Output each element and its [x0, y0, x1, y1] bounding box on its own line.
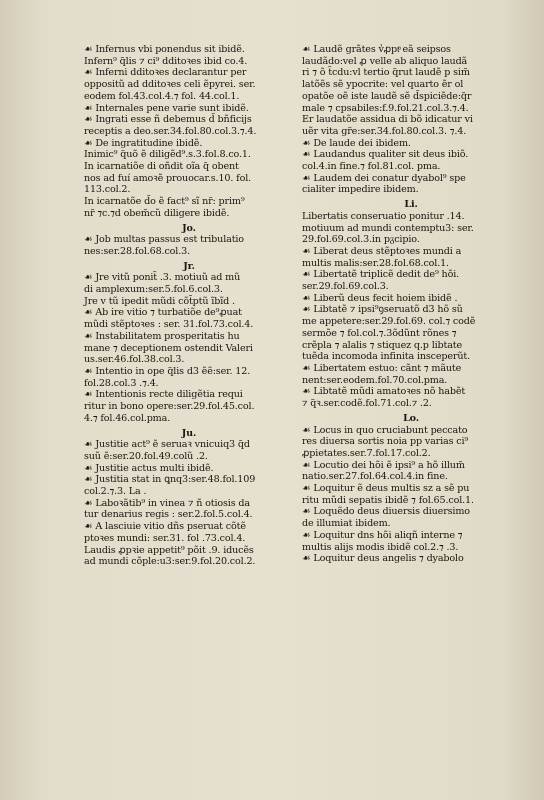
index-entry-line: Inimic⁹ q̃uõ ẽ diligẽd⁹.s.3.fol.8.co.1.	[84, 149, 251, 161]
index-entry-line: tur denarius regis : ser.2.fol.5.col.4.	[84, 509, 253, 521]
index-entry-line: mũdi stẽptoꝛes : ser. 31.fol.73.col.4.	[84, 319, 254, 331]
index-entry-line: ☙ Internales pene varie sunt ibidẽ.	[84, 102, 249, 114]
index-entry-line: multis alijs modis ibidẽ col.2.⁊ .3.	[302, 541, 459, 553]
index-entry-line: ☙ Liberat deus stẽptoꝛes mundi a	[302, 245, 462, 257]
index-entry-line: nent:ser.eodem.fol.70.col.pma.	[302, 374, 448, 386]
index-entry-line: latõẽs sẽ ypocrite: vel quarto ẽr ol	[302, 79, 464, 91]
index-entry-line: ritu mũdi sepatis ibidẽ ⁊ fol.65.col.1.	[302, 494, 474, 506]
index-entry-line: ☙ Libertatẽ triplicẽ dedit de⁹ hõi.	[302, 269, 460, 281]
index-entry-line: mane ⁊ deceptionem ostendit Valeri	[84, 342, 253, 354]
index-entry-line: multis malis:ser.28.fol.68.col.1.	[302, 257, 449, 269]
index-entry-line: di amplexum:ser.5.fol.6.col.3.	[84, 284, 223, 296]
index-entry-line: ptoꝛes mundi: ser.31. fol .73.col.4.	[84, 532, 246, 544]
index-column-left	[84, 44, 294, 568]
index-entry-line: ☙ De laude dei ibidem.	[302, 137, 411, 149]
index-entry-line: ad mundi cõple:u3:ser.9.fol.20.col.2.	[84, 556, 256, 568]
index-entry-line: Jre v tũ ipedit mũdi cõt̃ptũ ĩbĩd .	[84, 295, 235, 307]
index-entry-line: ☙ Libtatẽ mũdi amatoꝛes nõ habẽt	[302, 386, 466, 398]
index-entry-line: natio.ser.27.fol.64.col.4.in fine.	[302, 471, 448, 483]
index-entry-line: ☙ Laudem dei conatur dyabol⁹ spe	[302, 172, 466, 184]
index-entry-line: crẽpla ⁊ alalis ⁊ stiquez q.p libtate	[302, 339, 463, 351]
index-entry-line: ☙ Justitia stat in ꝗnq3:ser.48.fol.109	[84, 474, 256, 486]
index-entry-line: ꝓpietates.ser.7.fol.17.col.2.	[302, 447, 431, 459]
index-entry-line: Libertatis conseruatio ponitur .14.	[302, 210, 465, 222]
index-entry-line: ☙ Loquitur ẽ deus multis sz a sẽ pu	[302, 483, 470, 495]
index-entry-line: col.4.in fine.⁊ fol.81.col. pma.	[302, 161, 441, 173]
index-entry-line: ☙ Loquẽdo deus diuersis diuersimo	[302, 506, 470, 518]
index-entry-line: ri ⁊ õ t̃cdu:vl tertio q̃rut laudẽ p sim̃	[302, 67, 470, 79]
section-heading: Lo.	[403, 412, 419, 424]
index-entry-line: ☙ Intentionis recte diligẽtia requi	[84, 389, 243, 401]
index-entry-line: motiuum ad mundi contemptu3: ser.	[302, 222, 474, 234]
index-entry-line: ☙ Job multas passus est tribulatio	[84, 234, 244, 246]
index-entry-line: res diuersa sortis noia pp varias ci⁹	[302, 436, 469, 448]
index-entry-line: ☙ Instabilitatem prosperitatis hu	[84, 330, 240, 342]
index-entry-line: uẽr vita gr̃e:ser.34.fol.80.col.3. ⁊.4.	[302, 125, 467, 137]
index-entry-line: ☙ Liberũ deus fecit hoiem ibidẽ .	[302, 292, 458, 304]
index-entry-line: tuẽda incomoda infinita insceperũt.	[302, 351, 470, 363]
index-column-right	[302, 44, 520, 565]
section-heading: Li.	[404, 199, 418, 211]
section-heading: Jr.	[183, 260, 195, 272]
index-entry-line: us.ser.46.fol.38.col.3.	[84, 354, 185, 366]
index-entry-line: ☙ Infernus vbi ponendus sit ibidẽ.	[84, 44, 245, 55]
index-entry-line: ☙ Laudẽ grãtes v̾ꝓptͣ eã seipsos	[302, 44, 451, 55]
index-entry-line: ☙ Laboꝛãtib⁹ in vinea ⁊ ñ otiosis da	[84, 497, 250, 509]
index-entry-line: ☙ Locutio dei hõi ẽ ipsi⁹ a hõ illum̃	[302, 459, 465, 471]
index-entry-line: opatõe oẽ iste laudẽ sẽ d̃spiciẽde:q̃r	[302, 90, 472, 102]
index-entry-line: 29.fol.69.col.3.in pᵹcipio.	[302, 234, 420, 246]
index-entry-line: ☙ Libertatem estuo: cãnt ⁊ mãute	[302, 362, 462, 374]
index-entry-line: ☙ De ingratitudine ibidẽ.	[84, 137, 203, 149]
index-entry-line: ritur in bono opere:ser.29.fol.45.col.	[84, 401, 255, 413]
index-entry-line: laudãdo:vel ꝓ velle ab aliquo laudã	[302, 55, 468, 67]
index-entry-line: ⁊ q̃ꝛ.ser.codẽ.fol.71.col.⁊ .2.	[302, 398, 432, 410]
index-entry-line: In icarnatiõe di oñdit oĩa q̃ obent	[84, 161, 239, 173]
index-entry-line: nes:ser.28.fol.68.col.3.	[84, 245, 190, 257]
index-entry-line: cialiter impedire ibidem.	[302, 184, 419, 196]
index-entry-line: eodem fol.43.col.4.⁊ fol. 44.col.1.	[84, 90, 240, 102]
index-entry-line: suũ ẽ:ser.20.fol.49.colũ .2.	[84, 450, 208, 462]
index-entry-line: receptis a deo.ser.34.fol.80.col.3.⁊.4.	[84, 125, 257, 137]
index-entry-line: ☙ Intentio in ope q̃lis d3 ẽẽ:ser. 12.	[84, 365, 251, 377]
index-entry-line: ☙ A lasciuie vitio dñs pseruat cõtẽ	[84, 521, 246, 533]
index-entry-line: ☙ Loquitur deus angelis ⁊ dyabolo	[302, 553, 464, 565]
index-entry-line: col.2.⁊.3. La .	[84, 486, 147, 498]
index-entry-line: male ⁊ cpsabiles:f.9.fol.21.col.3.⁊.4.	[302, 102, 469, 114]
section-heading: Ju.	[181, 427, 197, 439]
index-entry-line: ☙ Justitie actus multi ibidẽ.	[84, 462, 214, 474]
index-entry-line: nr̃ ⁊c.⁊d obem̃cũ diligere ibidẽ.	[84, 207, 230, 219]
index-entry-line: Er laudatõe assidua di bõ idicatur vi	[302, 114, 473, 126]
index-entry-line: ☙ Justitie act⁹ ẽ seruaꝛ vnicuiq3 q̃d	[84, 439, 250, 451]
index-entry-line: de illumiat ibidem.	[302, 518, 391, 530]
index-entry-line: 4.⁊ fol.46.col.pma.	[84, 412, 171, 424]
index-entry-line: 113.col.2.	[84, 184, 131, 196]
index-entry-line: Laudis ꝓpꝛie appetit⁹ põit .9. iducẽs	[84, 544, 254, 556]
index-entry-line: ☙ Ab ire vitio ⁊ turbatiõe de⁹ꝓuat	[84, 307, 242, 319]
index-entry-line: Infern⁹ q̃lis ⁊ ci⁹ dditoꝛes ibid co.4.	[84, 55, 248, 67]
index-entry-line: ☙ Jre vitũ ponit̃ .3. motiuũ ad mũ	[84, 272, 241, 284]
index-entry-line: fol.28.col.3 .⁊.4.	[84, 377, 159, 389]
index-entry-line: sermõe ⁊ fol.col.⁊.3õdũnt rõnes ⁊	[302, 327, 457, 339]
index-entry-line: ☙ Laudandus qualiter sit deus ibiõ.	[302, 149, 469, 161]
index-entry-line: ☙ Libtatẽ ⁊ ipsi⁹ꝯseruatõ d3 hõ sũ	[302, 304, 463, 316]
index-entry-line: oppositũ ad dditoꝛes celi ẽpyrei. ser.	[84, 79, 256, 91]
index-entry-line: me appetere:ser.29.fol.69. col.⁊ codẽ	[302, 316, 476, 328]
index-entry-line: nos ad fuí amoꝛẽ prouocar.s.10. fol.	[84, 172, 252, 184]
index-entry-line: ☙ Ingrati esse ñ debemus d̃ bñficijs	[84, 114, 252, 126]
section-heading: Jo.	[182, 222, 196, 234]
index-entry-line: ser.29.fol.69.col.3.	[302, 281, 389, 293]
index-entry-line: In icarnatõe d̃o ẽ fact⁹ sĩ nr̃: prim⁹	[84, 196, 245, 208]
index-entry-line: ☙ Loquitur dns hõi aliqñ interne ⁊	[302, 529, 463, 541]
index-entry-line: ☙ Inferni dditoꝛes declarantur per	[84, 67, 247, 79]
index-entry-line: ☙ Locus in quo cruciabunt peccato	[302, 424, 468, 436]
